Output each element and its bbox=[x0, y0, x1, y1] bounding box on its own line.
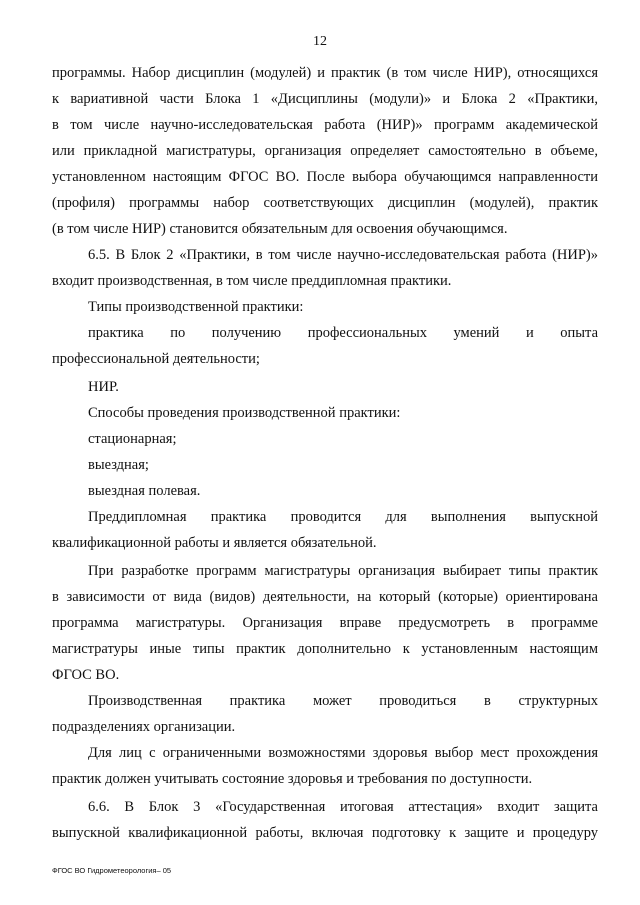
text-line-30: выпускной квалификационной работы, включая подготовку к защите и процедуру bbox=[52, 825, 598, 841]
text-line-5: установленном настоящим ФГОС ВО. После выбора обучающимся направленности bbox=[52, 169, 598, 185]
text-line-13: НИР. bbox=[88, 379, 119, 395]
text-line-22: программа магистратуры. Организация вправе предусмотреть в программе bbox=[52, 615, 598, 631]
text-line-21: в зависимости от вида (видов) деятельности, на который (которые) ориентирована bbox=[52, 589, 598, 605]
text-line-4: или прикладной магистратуры, организация определяет самостоятельно в объеме, bbox=[52, 143, 598, 159]
text-line-28: практик должен учитывать состояние здоровья и требования по доступности. bbox=[52, 771, 533, 787]
text-line-23: магистратуры иные типы практик дополнительно к установленным настоящим bbox=[52, 641, 598, 657]
text-line-1: программы. Набор дисциплин (модулей) и практик (в том числе НИР), относящихся bbox=[52, 65, 598, 81]
text-line-14: Способы проведения производственной практики: bbox=[88, 405, 401, 421]
text-line-9: входит производственная, в том числе преддипломная практики. bbox=[52, 273, 452, 289]
text-line-27: Для лиц с ограниченными возможностями здоровья выбор мест прохождения bbox=[88, 745, 598, 761]
text-line-7: (в том числе НИР) становится обязательным для освоения обучающимся. bbox=[52, 221, 508, 237]
text-line-25: Производственная практика может проводиться в структурных bbox=[88, 693, 598, 709]
text-line-20: При разработке программ магистратуры организация выбирает типы практик bbox=[88, 563, 598, 579]
footer-text: ФГОС ВО Гидрометеорология– 05 bbox=[52, 866, 172, 875]
page-number: 12 bbox=[313, 34, 327, 49]
text-line-6: (профиля) программы набор соответствующих дисциплин (модулей), практик bbox=[52, 195, 598, 211]
text-line-3: в том числе научно-исследовательская работа (НИР)» программ академической bbox=[52, 117, 598, 133]
text-line-11: практика по получению профессиональных умений и опыта bbox=[88, 325, 598, 341]
text-line-15: стационарная; bbox=[88, 431, 177, 447]
text-line-29: 6.6. В Блок 3 «Государственная итоговая аттестация» входит защита bbox=[88, 799, 598, 815]
text-line-8: 6.5. В Блок 2 «Практики, в том числе научно-исследовательская работа (НИР)» bbox=[88, 247, 598, 263]
text-line-16: выездная; bbox=[88, 457, 149, 473]
text-line-17: выездная полевая. bbox=[88, 483, 201, 499]
text-line-10: Типы производственной практики: bbox=[88, 299, 304, 315]
text-line-2: к вариативной части Блока 1 «Дисциплины (модули)» и Блока 2 «Практики, bbox=[52, 91, 598, 107]
text-line-24: ФГОС ВО. bbox=[52, 667, 120, 683]
text-line-12: профессиональной деятельности; bbox=[52, 351, 260, 367]
text-line-26: подразделениях организации. bbox=[52, 719, 236, 735]
text-line-18: Преддипломная практика проводится для выполнения выпускной bbox=[88, 509, 598, 525]
text-line-19: квалификационной работы и является обязательной. bbox=[52, 535, 377, 551]
